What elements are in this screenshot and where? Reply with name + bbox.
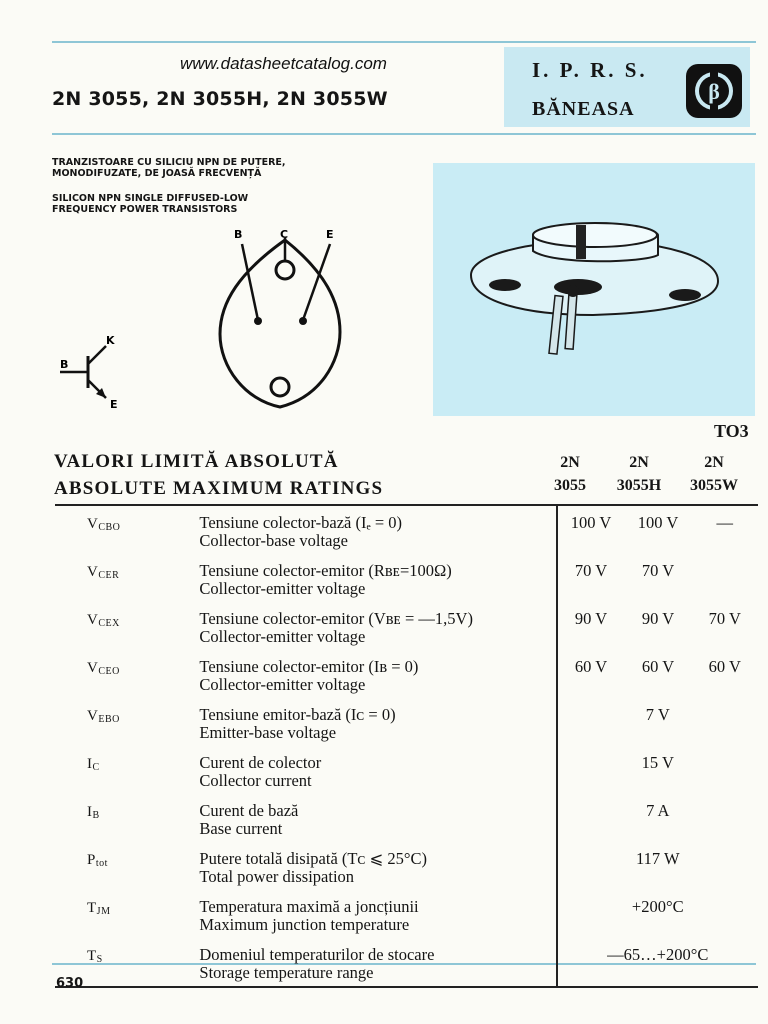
subtitle-ro [52,157,286,179]
param-symbol: $V_{CEX}$ [87,612,120,629]
table-row [55,602,758,650]
value-3055: 100 V [570,513,612,532]
table-row [55,842,758,890]
value-3055h: 90 V [641,609,675,628]
value-3055h: 60 V [641,657,675,676]
table-row [55,890,758,938]
column-header-line1: 2N [629,454,649,471]
column-header-line1: 2N [704,454,724,471]
value-all-types: 117 W [635,849,680,868]
top-rule [52,41,756,43]
page-number: 630 [56,976,84,991]
subtitle-ro-line2: MONODIFUZATE, DE JOASĂ FRECVENȚĂ [52,168,262,179]
value-3055h: 100 V [637,513,679,532]
column-header-line2: 3055H [616,477,662,494]
param-description: Domeniul temperaturilor de stocare Storage temperature range [199,938,556,987]
value-all-types: +200°C [631,897,684,916]
value-all-types: 7 V [645,705,670,724]
param-symbol: $I_C$ [87,756,100,773]
brand-name: I. P. R. S. [532,58,648,82]
param-description: Temperatura maximă a joncțiunii Maximum junction temperature [199,890,556,938]
package-photo [433,163,755,416]
value-3055w: — [716,513,734,532]
ratings-table [55,504,758,988]
value-all-types: 7 A [646,801,670,820]
param-symbol: $V_{EBO}$ [87,708,120,725]
param-symbol: $V_{CBO}$ [87,516,121,533]
to3-package-photo [433,163,755,416]
param-description: Curent de colector Collector current [199,746,556,794]
value-3055h: 70 V [641,561,675,580]
param-symbol: $V_{CER}$ [87,564,120,581]
svg-text:β: β [708,79,720,104]
ratings-title-en: ABSOLUTE MAXIMUM RATINGS [54,478,384,499]
param-symbol: $T_S$ [87,948,103,965]
symbol-label-k: K [106,334,115,347]
subtitle-en-line1: SILICON NPN SINGLE DIFFUSED-LOW [52,193,249,204]
value-all-types: 15 V [641,753,674,772]
column-header-3055 [537,451,603,497]
symbol-label-b: B [60,358,69,371]
value-3055: 90 V [574,609,608,628]
pin-label-b: B [234,228,243,241]
package-name: TO3 [714,421,749,441]
table-row [55,650,758,698]
pin-label-e: E [326,228,334,241]
iprs-logo-icon [684,62,744,120]
symbol-label-e: E [110,398,118,410]
table-row [55,505,758,554]
table-row [55,746,758,794]
param-description: Curent de bază Base current [199,794,556,842]
pin-label-c: C [280,228,289,241]
value-3055: 60 V [574,657,608,676]
param-description: Tensiune colector-emitor (Rʙᴇ=100Ω) Collector-emitter voltage [199,554,556,602]
param-description: Tensiune colector-bază (Iₑ = 0) Collector-base voltage [199,505,556,554]
column-header-line2: 3055 [554,477,586,494]
value-3055w: 60 V [708,657,741,676]
brand-location: BĂNEASA [532,98,635,120]
column-header-3055h [606,451,672,497]
value-3055: 70 V [574,561,608,580]
table-row [55,938,758,987]
param-description: Tensiune colector-emitor (Iʙ = 0) Collector-emitter voltage [199,650,556,698]
table-row [55,698,758,746]
table-row [55,554,758,602]
header-rule [52,133,756,135]
subtitle-en-line2: FREQUENCY POWER TRANSISTORS [52,204,238,215]
value-3055w [692,554,758,602]
param-description: Putere totală disipată (Tᴄ ⩽ 25°C) Total power dissipation [199,842,556,890]
website-link[interactable]: www.datasheetcatalog.com [180,54,387,73]
value-all-types: —65…+200°C [607,945,709,964]
to3-package-outline [200,222,360,412]
param-description: Tensiune emitor-bază (Iᴄ = 0) Emitter-base voltage [199,698,556,746]
param-symbol: $V_{CEO}$ [87,660,120,677]
param-symbol: $P_{tot}$ [87,852,108,869]
subtitle-en [52,193,248,215]
column-header-line2: 3055W [690,477,738,494]
value-3055w: 70 V [708,609,741,628]
table-row [55,794,758,842]
column-header-line1: 2N [560,454,580,471]
npn-transistor-symbol-icon [56,330,126,410]
document-title: 2N 3055, 2N 3055H, 2N 3055W [52,88,388,110]
param-symbol: $T_{JM}$ [87,900,111,917]
subtitle-ro-line1: TRANZISTOARE CU SILICIU NPN DE PUTERE, [52,157,286,168]
ratings-title-ro: VALORI LIMITĂ ABSOLUTĂ [54,451,339,472]
column-header-3055w [681,451,747,497]
param-symbol: $I_B$ [87,804,100,821]
param-description: Tensiune colector-emitor (Vʙᴇ = —1,5V) Collector-emitter voltage [199,602,556,650]
